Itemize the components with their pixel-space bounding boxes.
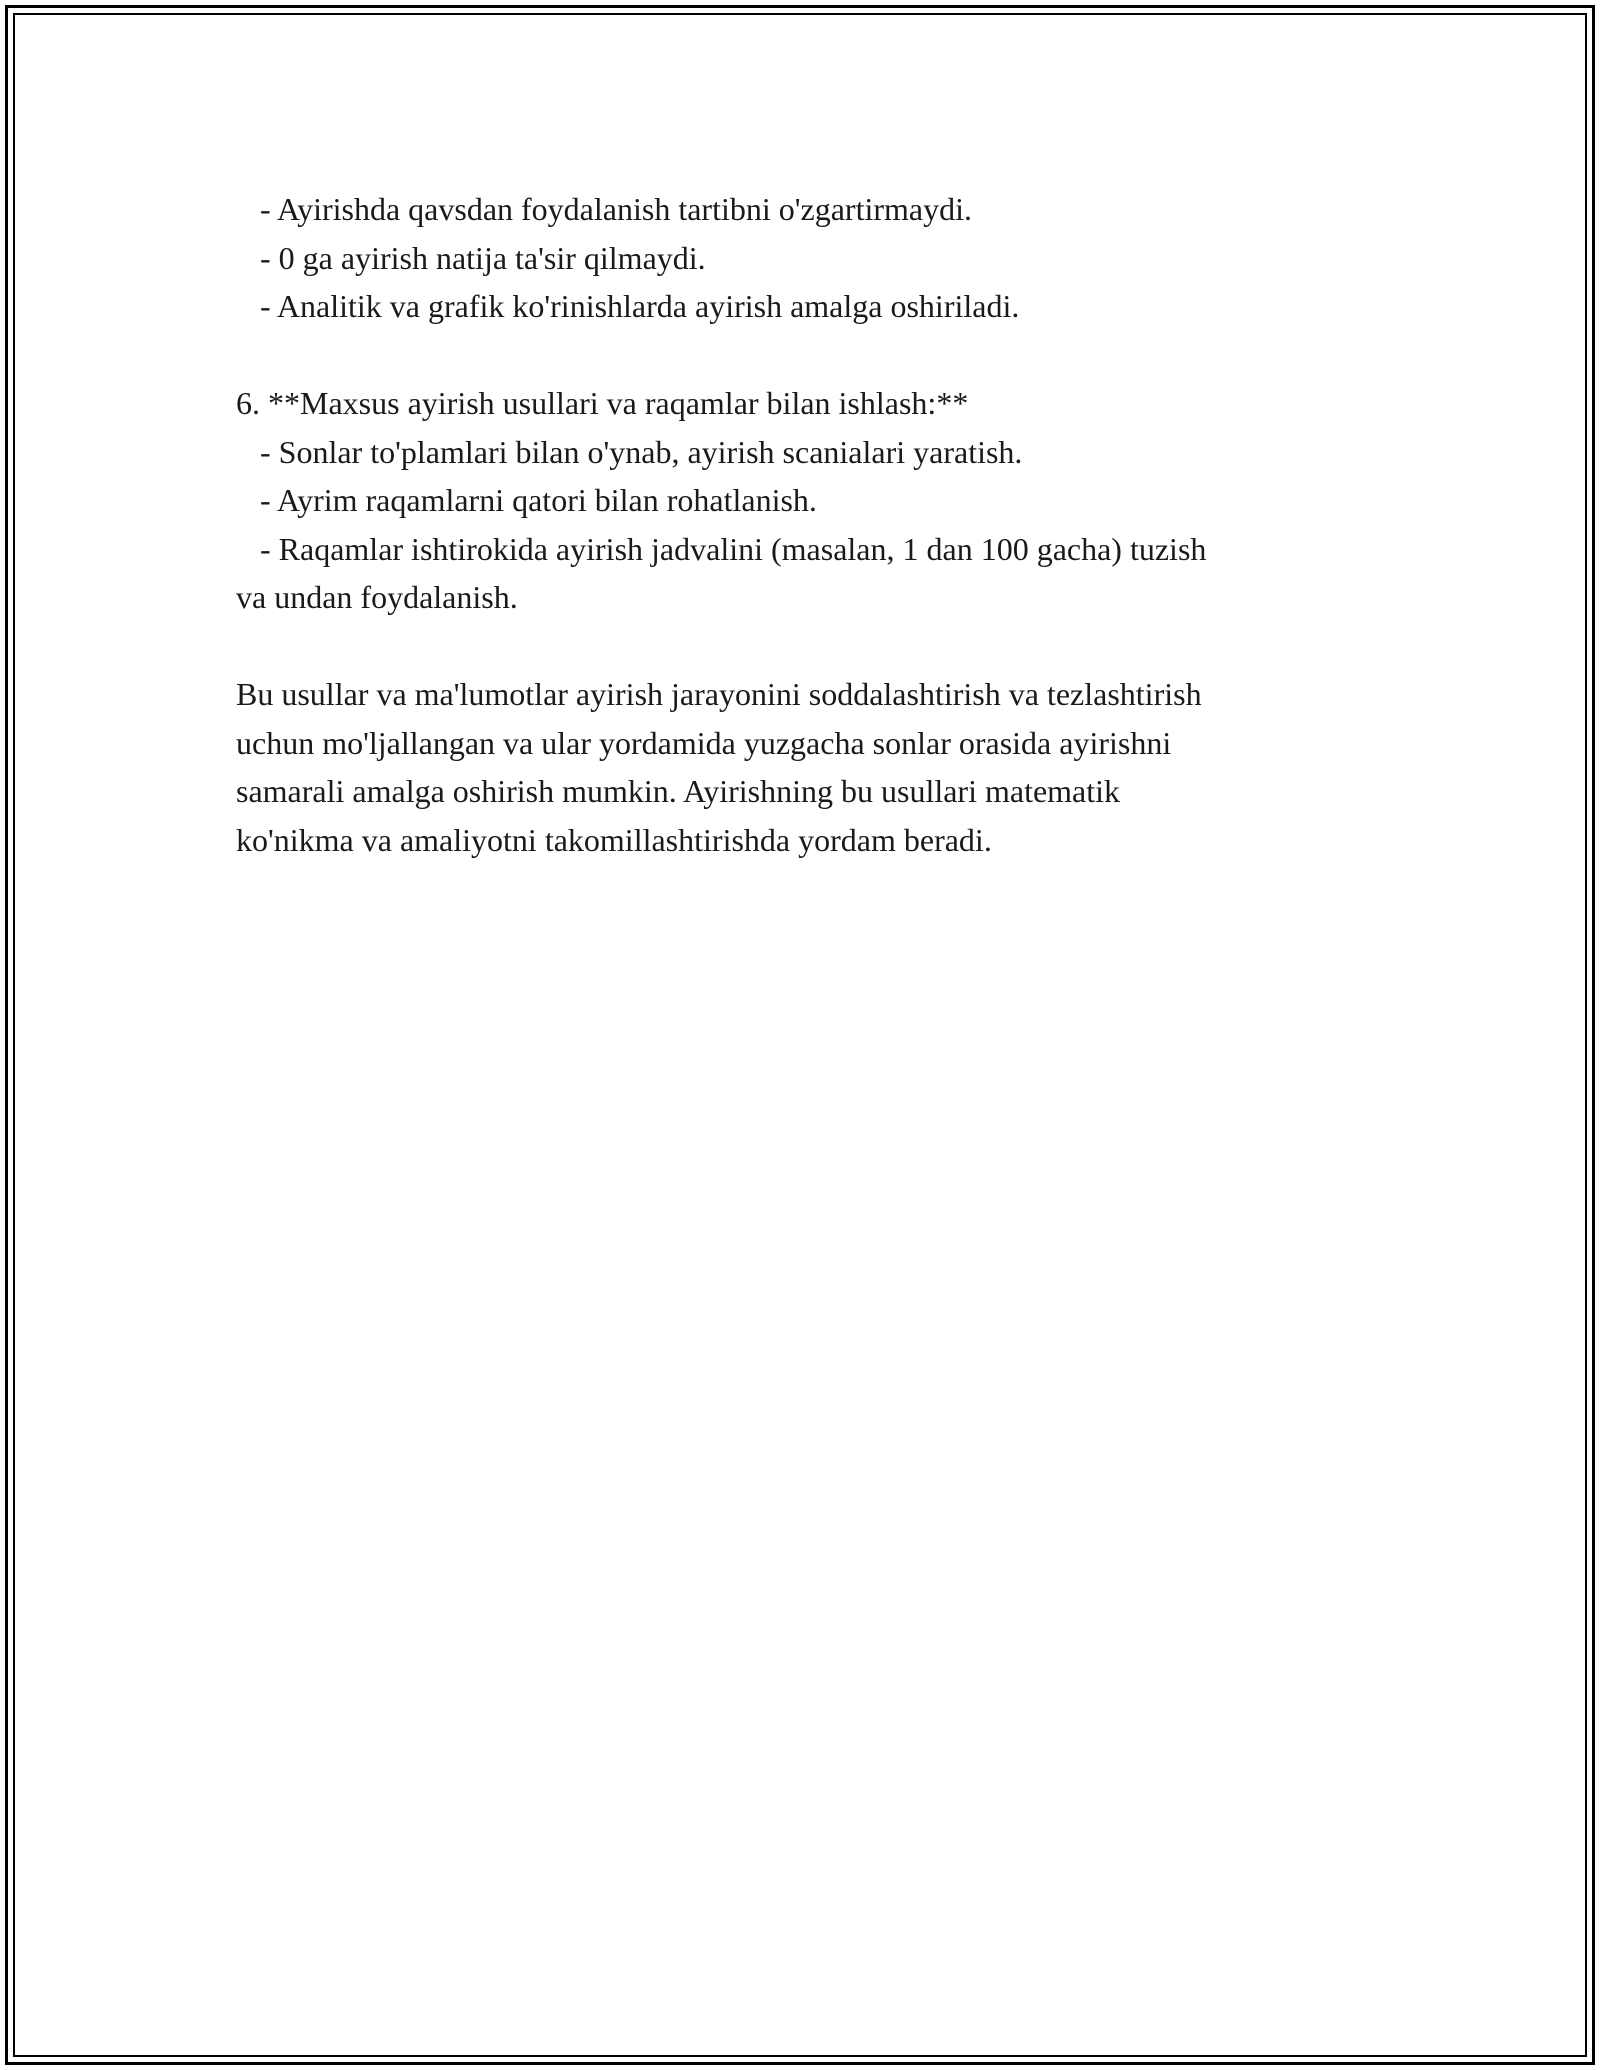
paragraph-gap <box>236 622 1356 671</box>
paragraph-line: samarali amalga oshirish mumkin. Ayirishning bu usullari matematik <box>236 773 1121 809</box>
list-properties <box>236 185 1356 331</box>
document-body <box>236 185 1356 864</box>
paragraph-line: ko'nikma va amaliyotni takomillashtirishda yordam beradi. <box>236 821 992 858</box>
conclusion-paragraph <box>236 670 1356 864</box>
list-item: - Ayrim raqamlarni qatori bilan rohatlanish. <box>236 482 817 518</box>
section-heading: 6. **Maxsus ayirish usullari va raqamlar bilan ishlash:** <box>236 385 969 421</box>
list-item: - 0 ga ayirish natija ta'sir qilmaydi. <box>236 239 706 276</box>
paragraph-line: uchun mo'ljallangan va ular yordamida yuzgacha sonlar orasida ayirishni <box>236 724 1172 761</box>
list-item: - Sonlar to'plamlari bilan o'ynab, ayirish scanialari yaratish. <box>236 433 1023 470</box>
list-item: - Ayirishda qavsdan foydalanish tartibni o'zgartirmaydi. <box>236 191 972 227</box>
list-item: - Raqamlar ishtirokida ayirish jadvalini (masalan, 1 dan 100 gacha) tuzish <box>236 530 1207 567</box>
section-6 <box>236 379 1356 622</box>
list-item: - Analitik va grafik ko'rinishlarda ayirish amalga oshiriladi. <box>236 288 1020 324</box>
paragraph-gap <box>236 331 1356 380</box>
list-item-continuation: va undan foydalanish. <box>236 579 518 615</box>
paragraph-line: Bu usullar va ma'lumotlar ayirish jarayonini soddalashtirish va tezlashtirish <box>236 676 1202 712</box>
